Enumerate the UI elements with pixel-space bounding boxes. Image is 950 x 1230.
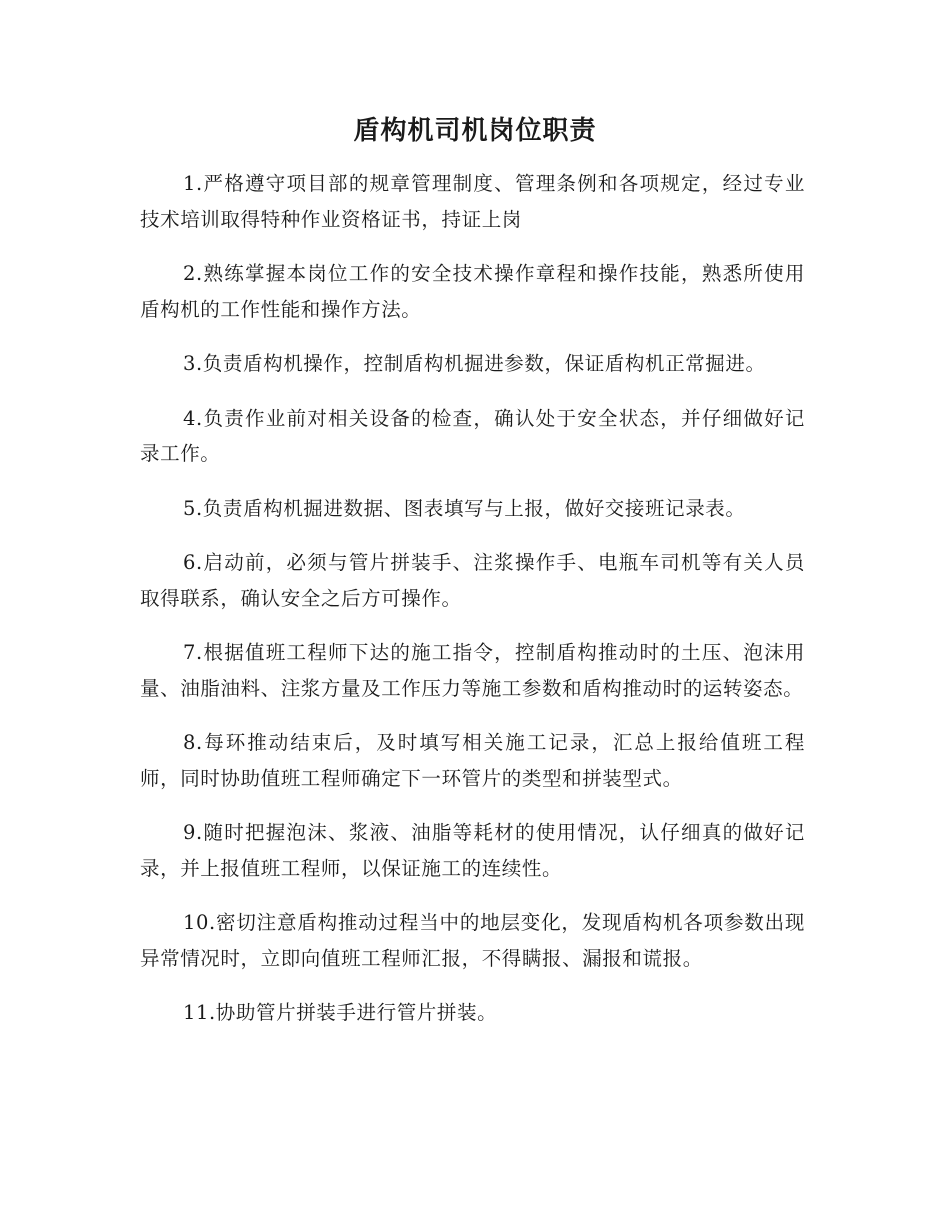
duty-item: 7.根据值班工程师下达的施工指令，控制盾构推动时的土压、泡沫用量、油脂油料、注浆方量及工作压力等施工参数和盾构推动时的运转姿态。 <box>140 641 805 700</box>
document-title: 盾构机司机岗位职责 <box>353 116 597 146</box>
duty-item: 2.熟练掌握本岗位工作的安全技术操作章程和操作技能，熟悉所使用盾构机的工作性能和操作方法。 <box>140 262 805 321</box>
duty-item: 4.负责作业前对相关设备的检查，确认处于安全状态，并仔细做好记录工作。 <box>140 406 805 465</box>
duty-list <box>140 166 805 1050</box>
duty-item: 1.严格遵守项目部的规章管理制度、管理条例和各项规定，经过专业技术培训取得特种作业资格证书，持证上岗 <box>140 172 805 231</box>
duty-item: 5.负责盾构机掘进数据、图表填写与上报，做好交接班记录表。 <box>183 496 746 520</box>
duty-item: 9.随时把握泡沫、浆液、油脂等耗材的使用情况，认仔细真的做好记录，并上报值班工程师，以保证施工的连续性。 <box>140 821 805 880</box>
duty-item: 10.密切注意盾构推动过程当中的地层变化，发现盾构机各项参数出现异常情况时，立即向值班工程师汇报，不得瞒报、漏报和谎报。 <box>140 911 805 970</box>
duty-item: 6.启动前，必须与管片拼装手、注浆操作手、电瓶车司机等有关人员取得联系，确认安全之后方可操作。 <box>140 551 805 610</box>
duty-item: 11.协助管片拼装手进行管片拼装。 <box>183 1001 498 1024</box>
duty-item: 3.负责盾构机操作，控制盾构机掘进参数，保证盾构机正常掘进。 <box>183 352 766 375</box>
duty-item: 8.每环推动结束后，及时填写相关施工记录，汇总上报给值班工程师，同时协助值班工程师确定下一环管片的类型和拼装型式。 <box>140 731 805 790</box>
